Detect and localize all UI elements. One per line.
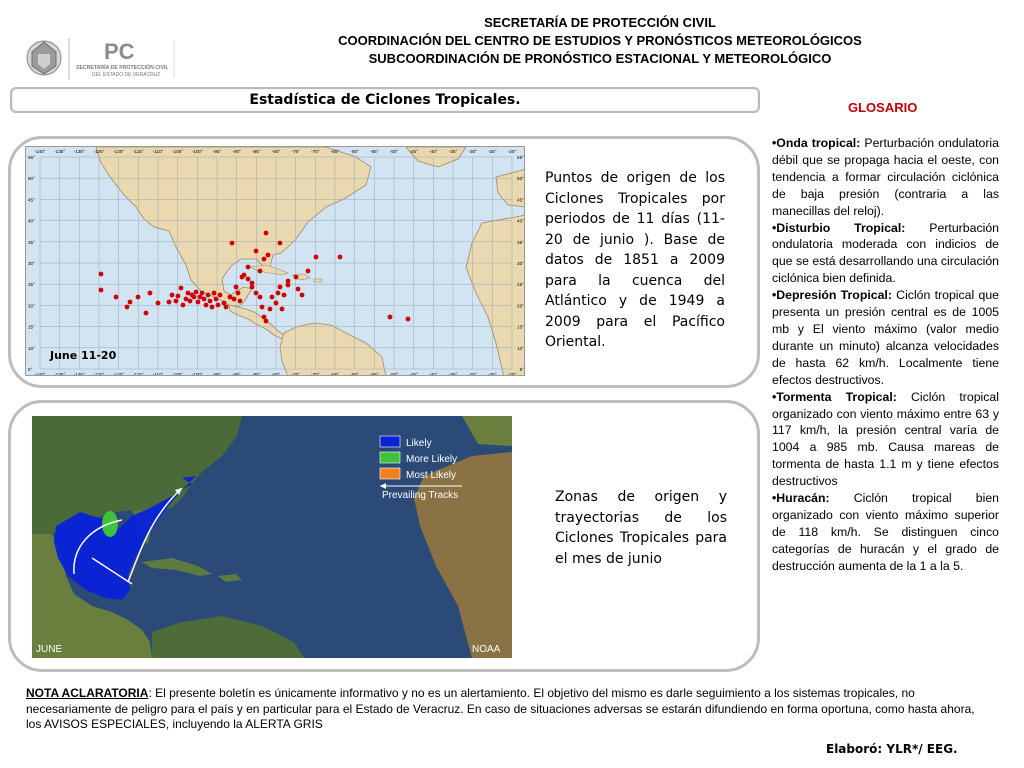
origin-point — [208, 299, 213, 304]
latitude-tick-label: 25° — [28, 282, 35, 288]
page-title: Estadística de Ciclones Tropicales. — [249, 92, 521, 108]
latitude-tick-label: 25° — [517, 282, 524, 288]
glosario-entry — [772, 220, 999, 288]
longitude-tick-label: -80° — [271, 372, 281, 376]
glosario-definition: Ciclón tropical bien organizado con viento máximo superior de 118 km/h. Se distinguen cinco categorías de huracán y el grado de destrucción aumenta de la 1 a la 5. — [772, 491, 999, 573]
longitude-tick-label: -55° — [370, 149, 379, 154]
longitude-tick-label: -75° — [291, 372, 300, 376]
source-label: NOAA — [472, 644, 501, 655]
origin-point — [276, 291, 281, 296]
origin-point — [114, 295, 119, 300]
longitude-tick-label: -95° — [212, 372, 222, 376]
coat-of-arms-icon — [27, 41, 61, 75]
origin-point — [206, 293, 211, 298]
origin-point — [238, 299, 243, 304]
longitude-tick-label: -60° — [350, 149, 359, 154]
latitude-tick-label: 30° — [517, 261, 524, 266]
longitude-tick-label: -55° — [370, 372, 379, 376]
origin-point — [148, 291, 153, 296]
origin-point — [176, 294, 181, 299]
origin-point — [200, 291, 205, 296]
origin-point — [338, 255, 343, 260]
longitude-tick-label: -40° — [429, 372, 438, 376]
origin-point — [216, 303, 221, 308]
latitude-tick-label: 20° — [28, 303, 35, 309]
origin-point — [246, 277, 251, 282]
origin-point — [144, 311, 149, 316]
longitude-tick-label: -85° — [252, 149, 261, 154]
legend-more-likely-swatch — [380, 452, 400, 463]
origin-point — [212, 291, 217, 296]
longitude-tick-label: -45° — [409, 149, 418, 154]
longitude-tick-label: -30° — [468, 149, 477, 154]
origin-point — [240, 275, 245, 280]
legend-most-likely-swatch — [380, 468, 400, 479]
latitude-tick-label: 20° — [517, 303, 524, 309]
origin-point — [270, 295, 275, 300]
latitude-tick-label: 40° — [28, 218, 35, 224]
glosario-entry — [772, 287, 999, 388]
origin-points-map — [25, 146, 525, 376]
origin-point — [250, 281, 255, 286]
glosario-entry — [772, 490, 999, 575]
glosario-term: •Disturbio Tropical: — [772, 220, 906, 235]
longitude-tick-label: -135° — [54, 372, 66, 376]
glosario-term: •Huracán: — [772, 491, 830, 506]
header — [0, 12, 1024, 78]
svg-text:PC: PC — [104, 39, 135, 64]
title-bar — [10, 87, 760, 113]
origin-point — [262, 257, 267, 262]
longitude-tick-label: -65° — [330, 149, 340, 154]
longitude-tick-label: -20° — [507, 149, 517, 154]
longitude-tick-label: -100° — [191, 149, 203, 154]
pc-logo — [24, 32, 192, 86]
disclaimer-label: NOTA ACLARATORIA — [26, 686, 149, 700]
longitude-tick-label: -130° — [73, 372, 85, 376]
origin-point — [224, 305, 229, 310]
longitude-tick-label: -95° — [212, 149, 222, 154]
longitude-tick-label: -135° — [54, 149, 66, 154]
origin-point — [232, 297, 237, 302]
origin-point — [254, 291, 259, 296]
origin-point — [99, 272, 104, 277]
origin-point — [314, 255, 319, 260]
longitude-tick-label: -85° — [252, 372, 261, 376]
origin-point — [188, 299, 193, 304]
latitude-tick-label: 40° — [517, 218, 524, 224]
author-credit: Elaboró: YLR*/ EEG. — [826, 742, 958, 756]
header-line-1: SECRETARÍA DE PROTECCIÓN CIVIL — [484, 15, 716, 30]
longitude-tick-label: -110° — [152, 372, 164, 376]
origin-point — [214, 297, 219, 302]
glosario-term: •Depresión Tropical: — [772, 288, 892, 303]
origin-point — [181, 303, 186, 308]
longitude-tick-label: -75° — [291, 149, 300, 154]
legend-more-likely-label: More Likely — [406, 454, 458, 465]
origin-point — [202, 297, 207, 302]
latitude-tick-label: 10° — [28, 345, 35, 351]
latitude-tick-label: 55° — [28, 155, 35, 160]
origin-point — [234, 285, 239, 290]
latitude-tick-label: 35° — [28, 239, 35, 245]
longitude-tick-label: -125° — [93, 149, 105, 154]
origin-point — [125, 305, 130, 310]
longitude-tick-label: -90° — [232, 149, 241, 154]
latitude-tick-label: 55° — [517, 155, 524, 160]
origin-point — [406, 317, 411, 322]
origin-point — [282, 293, 287, 298]
longitude-tick-label: -35° — [448, 372, 458, 376]
glosario-definition: Ciclón tropical organizado con viento máximo entre 63 y 117 km/h, la presión central varía de 1004 a 985 mb. Causa mareas de tormenta de hasta 1.1 m y tiene efectos destructivos — [772, 389, 999, 489]
latitude-tick-label: 5° — [28, 367, 33, 372]
header-titles — [250, 14, 950, 68]
header-line-3: SUBCOORDINACIÓN DE PRONÓSTICO ESTACIONAL Y METEOROLÓGICO — [368, 51, 832, 66]
origin-point — [218, 293, 223, 298]
longitude-tick-label: -125° — [93, 372, 105, 376]
origin-point — [306, 269, 311, 274]
origin-point — [230, 241, 235, 246]
longitude-tick-label: -115° — [132, 372, 144, 376]
longitude-tick-label: -120° — [113, 372, 125, 376]
disclaimer-text: : El presente boletín es únicamente informativo y no es un alertamiento. El objetivo del mismo es darle seguimiento a los sistemas tropicales, no necesariamente de peligro para el país y en particular para el Estado de Veracruz. En caso de situaciones adversas se estarán difundiendo en forma oportuna, como hasta ahora, los AVISOS ESPECIALES, incluyendo la ALERTA GRIS — [26, 686, 975, 731]
origin-point — [136, 295, 141, 300]
longitude-tick-label: -130° — [73, 149, 85, 154]
longitude-tick-label: -120° — [113, 149, 125, 154]
origin-point — [274, 301, 279, 306]
longitude-tick-label: -35° — [448, 149, 458, 154]
longitude-tick-label: -50° — [389, 372, 399, 376]
origin-point — [254, 249, 259, 254]
longitude-tick-label: -25° — [488, 372, 497, 376]
glosario-entry — [772, 389, 999, 490]
longitude-tick-label: -140° — [34, 149, 46, 154]
header-line-2: COORDINACIÓN DEL CENTRO DE ESTUDIOS Y PRONÓSTICOS METEOROLÓGICOS — [338, 33, 862, 48]
origin-point — [278, 285, 283, 290]
origin-point — [388, 315, 393, 320]
origin-point — [268, 307, 273, 312]
longitude-tick-label: -90° — [232, 372, 241, 376]
origin-point — [300, 293, 305, 298]
longitude-tick-label: -140° — [34, 372, 46, 376]
longitude-tick-label: -70° — [311, 372, 320, 376]
latitude-tick-label: 50° — [517, 176, 524, 182]
origin-point — [128, 300, 133, 305]
latitude-tick-label: 5° — [519, 367, 524, 372]
origin-points-description: Puntos de origen de los Ciclones Tropicales por periodos de 11 días (11-20 de junio ). Base de datos de 1851 a 2009 para la cuenca del Atlántico y de 1949 a 2009 para el Pacífico Oriental. — [545, 170, 725, 350]
longitude-tick-label: -20° — [507, 372, 517, 376]
legend-likely-swatch — [380, 436, 400, 447]
longitude-tick-label: -105° — [172, 372, 184, 376]
origin-point — [179, 286, 184, 291]
latitude-tick-label: 10° — [517, 345, 524, 351]
origin-point — [278, 241, 283, 246]
latitude-tick-label: 30° — [28, 261, 35, 266]
origin-zones-map — [32, 416, 512, 658]
origin-point — [286, 279, 291, 284]
longitude-tick-label: -70° — [311, 149, 320, 154]
origin-point — [246, 265, 251, 270]
month-label: JUNE — [36, 644, 63, 655]
glosario-definition: Perturbación ondulatoria débil que se propaga hacia el oeste, con tendencia a formar circulación ciclónica de baja presión (contraria a las manecillas del reloj). — [772, 136, 999, 218]
glosario-definition: Ciclón tropical que presenta un presión central es de 1005 mb y El viento máximo (valor medio durante un minuto) alcanza velocidades de hasta 62 km/h. Localmente tiene efectos destructivos. — [772, 288, 999, 387]
origin-point — [266, 253, 271, 258]
origin-point — [167, 300, 172, 305]
glosario — [772, 135, 999, 575]
glosario-title: GLOSARIO — [848, 100, 918, 115]
disclaimer-note — [26, 686, 986, 733]
origin-point — [264, 319, 269, 324]
origin-point — [196, 300, 201, 305]
latitude-tick-label: 15° — [28, 324, 35, 330]
legend-tracks-label: Prevailing Tracks — [382, 490, 459, 501]
origin-zones-description: Zonas de origen y trayectorias de los Ciclones Tropicales para el mes de junio — [555, 489, 727, 567]
latitude-tick-label: 45° — [517, 197, 524, 203]
glosario-entry — [772, 135, 999, 220]
origin-point — [156, 301, 161, 306]
latitude-tick-label: 35° — [517, 239, 524, 245]
origin-point — [294, 275, 299, 280]
origin-point — [264, 231, 269, 236]
longitude-tick-label: -30° — [468, 372, 477, 376]
legend-most-likely-label: Most Likely — [406, 470, 457, 481]
glosario-term: •Tormenta Tropical: — [772, 389, 897, 404]
longitude-tick-label: -50° — [389, 149, 399, 154]
origin-point — [194, 290, 199, 295]
origin-point — [258, 295, 263, 300]
longitude-tick-label: -65° — [330, 372, 340, 376]
longitude-tick-label: -45° — [409, 372, 418, 376]
origin-point — [260, 305, 265, 310]
origin-point — [170, 293, 175, 298]
origin-point — [210, 305, 215, 310]
longitude-tick-label: -110° — [152, 149, 164, 154]
longitude-tick-label: -100° — [191, 372, 203, 376]
map-period-label: June 11-20 — [50, 349, 117, 362]
latitude-tick-label: 50° — [28, 176, 35, 182]
latitude-tick-label: 45° — [28, 197, 35, 203]
longitude-tick-label: -25° — [488, 149, 497, 154]
origin-point — [280, 307, 285, 312]
origin-point — [99, 288, 104, 293]
glosario-definition: Perturbación ondulatoria moderada con indicios de que se está desarrollando una circulación ciclónica bien definida. — [772, 220, 1000, 286]
longitude-tick-label: -60° — [350, 372, 359, 376]
longitude-tick-label: -40° — [429, 149, 438, 154]
origin-point — [296, 287, 301, 292]
svg-text:SECRETARÍA DE PROTECCIÓN CIVIL: SECRETARÍA DE PROTECCIÓN CIVIL — [76, 65, 169, 71]
origin-point — [258, 269, 263, 274]
latitude-tick-label: 15° — [517, 324, 524, 330]
longitude-tick-label: -80° — [271, 149, 281, 154]
longitude-tick-label: -105° — [172, 149, 184, 154]
origin-point — [204, 303, 209, 308]
origin-point — [174, 299, 179, 304]
origin-point — [192, 295, 197, 300]
longitude-tick-label: -115° — [132, 149, 144, 154]
svg-text:DEL ESTADO DE VERACRUZ: DEL ESTADO DE VERACRUZ — [92, 72, 161, 78]
glosario-term: •Onda tropical: — [772, 136, 861, 150]
origin-point — [236, 291, 241, 296]
legend-likely-label: Likely — [406, 438, 432, 449]
